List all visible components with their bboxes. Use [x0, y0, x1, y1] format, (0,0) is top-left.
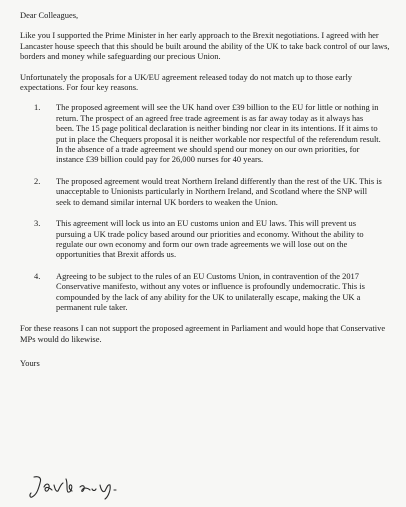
signature-icon — [28, 473, 138, 501]
list-item-number: 1. — [34, 102, 41, 113]
list-item-text: The proposed agreement would treat Northern Ireland differently than the rest of the UK. This is unacceptable to Unionists particularly in Northern Ireland, and Scotland where the SNP will seek to demand similar internal UK borders to weaken the Union. — [56, 175, 382, 207]
intro-paragraph: Like you I supported the Prime Minister in her early approach to the Brexit negotiations. I agreed with her Lancaster house speech that this should be built around the ability of the UK to take back control of our laws, borders and money while safeguarding our precious Union. — [20, 30, 390, 62]
list-item — [20, 176, 392, 207]
list-item — [20, 102, 392, 164]
list-item-number: 4. — [34, 270, 41, 281]
list-item-text: Agreeing to be subject to the rules of an EU Customs Union, in contravention of the 2017 Conservative manifesto, without any votes or influence is profoundly undemocratic. This is compounded by the lack of any ability for the UK to unilaterally escape, making the UK a permanent rule taker. — [56, 270, 365, 312]
signoff: Yours — [20, 358, 40, 369]
list-item — [20, 218, 392, 260]
reasons-list — [20, 102, 392, 312]
list-item-text: The proposed agreement will see the UK hand over £39 billion to the EU for little or nothing in return. The prospect of an agreed free trade agreement is as far away today as it always has been. The 15 page political declaration is neither binding nor clear in its intentions. If it aims to put in place the Chequers proposal it is neither workable nor respectful of the referendum result. In the absence of a trade agreement we should spend our money on our own priorities, for instance £39 billion could pay for 26,000 nurses for 40 years. — [56, 102, 381, 165]
list-item-number: 2. — [34, 175, 41, 186]
list-item-text: This agreement will lock us into an EU customs union and EU laws. This will prevent us pursuing a UK trade policy based around our priorities and economy. Without the ability to regulate our own economy and form our own trade agreements we will lose out on the opportunities that Brexit affords us. — [56, 218, 364, 260]
closing-paragraph: For these reasons I can not support the proposed agreement in Parliament and would hope that Conservative MPs would do likewise. — [20, 323, 386, 344]
salutation: Dear Colleagues, — [20, 10, 79, 20]
list-item-number: 3. — [34, 218, 41, 229]
context-paragraph: Unfortunately the proposals for a UK/EU agreement released today do not match up to those early expectations. For four key reasons. — [20, 71, 353, 93]
list-item — [20, 271, 392, 313]
